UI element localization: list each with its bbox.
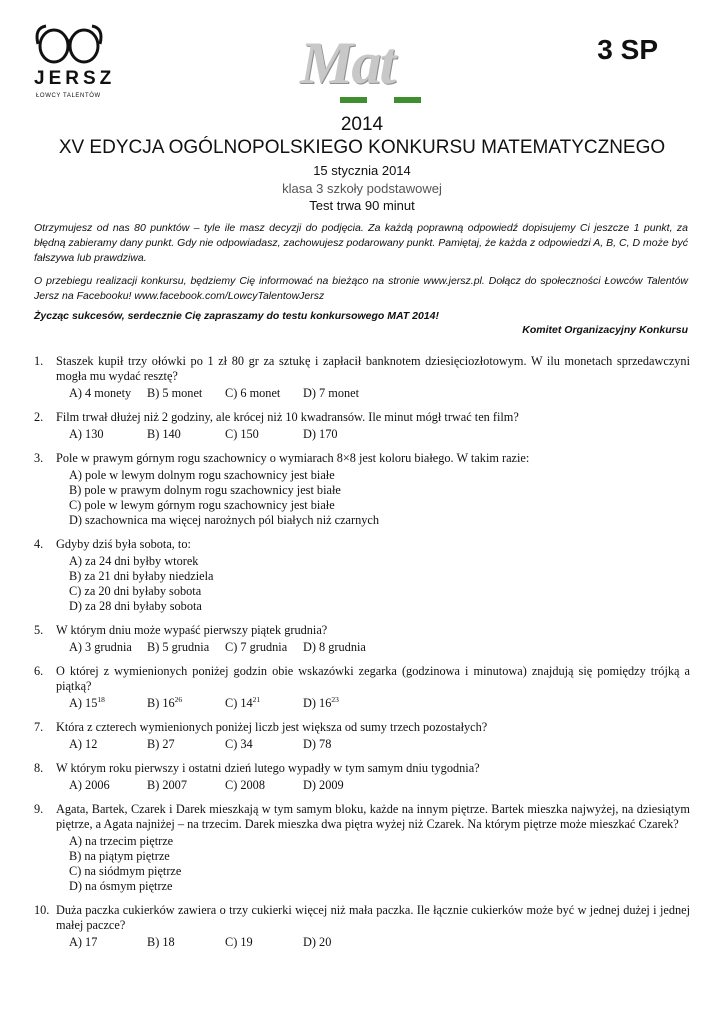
answer-option: D) 20 — [303, 935, 332, 949]
answer-option-base: D) 16 — [303, 696, 332, 710]
answer-options — [56, 778, 690, 793]
question-item — [34, 451, 690, 528]
question-text: Staszek kupił trzy ołówki po 1 zł 80 gr za sztukę i zapłacił banknotem dziesięciozłotowym. W ilu monetach sprzedawczyni mogła mu wydać resztę? — [56, 354, 690, 383]
answer-option: A) 17 — [69, 935, 98, 949]
answer-option: B) pole w prawym dolnym rogu szachownicy jest białe — [69, 483, 341, 497]
answer-options — [56, 696, 690, 711]
answer-option-minutes: 23 — [331, 695, 339, 704]
answer-option: C) 34 — [225, 737, 253, 751]
answer-option: A) 12 — [69, 737, 98, 751]
answer-option: B) na piątym piętrze — [69, 849, 170, 863]
answer-option-minutes: 21 — [252, 695, 261, 704]
class-label: klasa 3 szkoły podstawowej — [282, 181, 442, 196]
answer-option — [303, 696, 381, 711]
question-number: 4. — [34, 537, 44, 551]
question-number: 8. — [34, 761, 44, 775]
question-item — [34, 623, 690, 655]
contest-year: 2014 — [340, 114, 384, 135]
answer-option: B) 2007 — [147, 778, 187, 792]
jersz-logo-name: JERSZ — [34, 68, 116, 89]
answer-option: A) za 24 dni byłby wtorek — [69, 554, 199, 568]
answer-option: D) 78 — [303, 737, 332, 751]
answer-option: D) za 28 dni byłaby sobota — [69, 599, 202, 613]
question-text: Duża paczka cukierków zawiera o trzy cukierki więcej niż mała paczka. Ile łącznie cukierków może być w jednej dużej i jednej małej paczce? — [56, 903, 690, 932]
answer-option: D) 7 monet — [303, 386, 360, 400]
mat-logo — [300, 30, 430, 106]
question-text: Która z czterech wymienionych poniżej liczb jest większa od sumy trzech pozostałych? — [56, 720, 488, 734]
answer-option-base: B) 16 — [147, 696, 175, 710]
question-number: 7. — [34, 720, 44, 734]
answer-option — [69, 696, 147, 711]
contest-title: XV EDYCJA OGÓLNOPOLSKIEGO KONKURSU MATEMATYCZNEGO — [58, 137, 666, 158]
answer-option: A) 130 — [69, 427, 104, 441]
question-item — [34, 664, 690, 711]
mat-logo-stripe — [340, 97, 421, 103]
answer-option: A) 2006 — [69, 778, 110, 792]
answer-option: C) 6 monet — [225, 386, 281, 400]
answer-option: B) za 21 dni byłaby niedziela — [69, 569, 214, 583]
question-number: 1. — [34, 354, 44, 368]
answer-option: C) 7 grudnia — [225, 640, 288, 654]
question-number: 10. — [34, 903, 50, 917]
answer-option: A) pole w lewym dolnym rogu szachownicy jest białe — [69, 468, 335, 482]
answer-option: D) 8 grudnia — [303, 640, 366, 654]
points-instructions: Otrzymujesz od nas 80 punktów – tyle ile masz decyzji do podjęcia. Za każdą poprawną odpowiedź dopisujemy Ci jeszcze 1 punkt, za błędną zabieramy dany punkt. Gdy nie odpowiadasz, zachowujesz podarowany punkt. Pamiętaj, że każda z odpowiedzi A, B, C, D może być fałszywa lub prawdziwa. — [34, 222, 688, 264]
answer-option — [225, 696, 303, 711]
question-item — [34, 903, 690, 950]
answer-option: C) pole w lewym górnym rogu szachownicy jest białe — [69, 498, 335, 512]
question-item — [34, 802, 690, 894]
question-number: 3. — [34, 451, 44, 465]
mat-logo-stripe-segment — [367, 97, 394, 103]
answer-options — [56, 554, 690, 614]
answer-option: D) 2009 — [303, 778, 344, 792]
answer-option: C) za 20 dni byłaby sobota — [69, 584, 202, 598]
question-text: Agata, Bartek, Czarek i Darek mieszkają w tym samym bloku, każde na innym piętrze. Bartek mieszka najwyżej, na dziesiątym piętrze, a Agata najniżej – na trzecim. Darek mieszka dwa piętra wyżej niż Czarek. Na którym piętrze może mieszkać Czarek? — [56, 802, 690, 831]
contact-info: O przebiegu realizacji konkursu, będziemy Cię informować na bieżąco na stronie www.jersz.pl. Dołącz do społeczności Łowców Talentów Jersz na Facebooku! www.facebook.com/LowcyTalentowJersz — [34, 275, 688, 302]
question-text: Pole w prawym górnym rogu szachownicy o wymiarach 8×8 jest koloru białego. W takim razie: — [56, 451, 530, 465]
answer-option: A) 3 grudnia — [69, 640, 132, 654]
answer-options — [56, 386, 690, 401]
jersz-logo-tagline: ŁOWCY TALENTÓW — [36, 93, 101, 99]
test-duration: Test trwa 90 minut — [309, 198, 415, 213]
question-list — [34, 354, 690, 959]
question-item — [34, 761, 690, 793]
answer-option-minutes: 26 — [174, 695, 183, 704]
mat-logo-stripe-segment — [394, 97, 421, 103]
question-text: Film trwał dłużej niż 2 godziny, ale krócej niż 10 kwadransów. Ile minut mógł trwać ten film? — [56, 410, 519, 424]
mat-logo-stripe-segment — [340, 97, 367, 103]
answer-option: B) 27 — [147, 737, 175, 751]
answer-options — [56, 737, 690, 752]
answer-option — [147, 696, 225, 711]
answer-options — [56, 834, 690, 894]
question-number: 5. — [34, 623, 44, 637]
answer-option-minutes: 18 — [97, 695, 105, 704]
question-text: Gdyby dziś była sobota, to: — [56, 537, 191, 551]
answer-option: B) 18 — [147, 935, 175, 949]
question-text: O której z wymienionych poniżej godzin obie wskazówki zegarka (godzinowa i minutowa) znajdują się pomiędzy trójką a piątką? — [56, 664, 690, 693]
answer-option-base: A) 15 — [69, 696, 98, 710]
owl-eyes-icon — [32, 22, 106, 66]
committee-signature: Komitet Organizacyjny Konkursu — [522, 324, 688, 336]
wishes-line: Życząc sukcesów, serdecznie Cię zapraszamy do testu konkursowego MAT 2014! — [34, 310, 439, 322]
answer-options — [56, 935, 690, 950]
question-number: 2. — [34, 410, 44, 424]
answer-option: D) 170 — [303, 427, 338, 441]
answer-option: B) 5 monet — [147, 386, 203, 400]
question-number: 9. — [34, 802, 44, 816]
question-text: W którym dniu może wypaść pierwszy piątek grudnia? — [56, 623, 328, 637]
grade-label: 3 SP — [597, 34, 658, 65]
answer-option-base: C) 14 — [225, 696, 253, 710]
question-item — [34, 720, 690, 752]
answer-options — [56, 468, 690, 528]
answer-option: D) szachownica ma więcej narożnych pól białych niż czarnych — [69, 513, 380, 527]
question-item — [34, 410, 690, 442]
mat-logo-text: Mat — [300, 30, 395, 96]
answer-option: D) na ósmym piętrze — [69, 879, 173, 893]
answer-option: B) 5 grudnia — [147, 640, 210, 654]
question-number: 6. — [34, 664, 44, 678]
answer-option: C) na siódmym piętrze — [69, 864, 182, 878]
contest-date: 15 stycznia 2014 — [313, 163, 411, 178]
answer-option: A) na trzecim piętrze — [69, 834, 174, 848]
answer-option: B) 140 — [147, 427, 181, 441]
answer-option: C) 2008 — [225, 778, 265, 792]
question-item — [34, 537, 690, 614]
question-text: W którym roku pierwszy i ostatni dzień lutego wypadły w tym samym dniu tygodnia? — [56, 761, 480, 775]
answer-option: A) 4 monety — [69, 386, 132, 400]
answer-option: C) 150 — [225, 427, 259, 441]
question-item — [34, 354, 690, 401]
jersz-logo — [30, 22, 116, 108]
answer-options — [56, 427, 690, 442]
answer-options — [56, 640, 690, 655]
answer-option: C) 19 — [225, 935, 253, 949]
